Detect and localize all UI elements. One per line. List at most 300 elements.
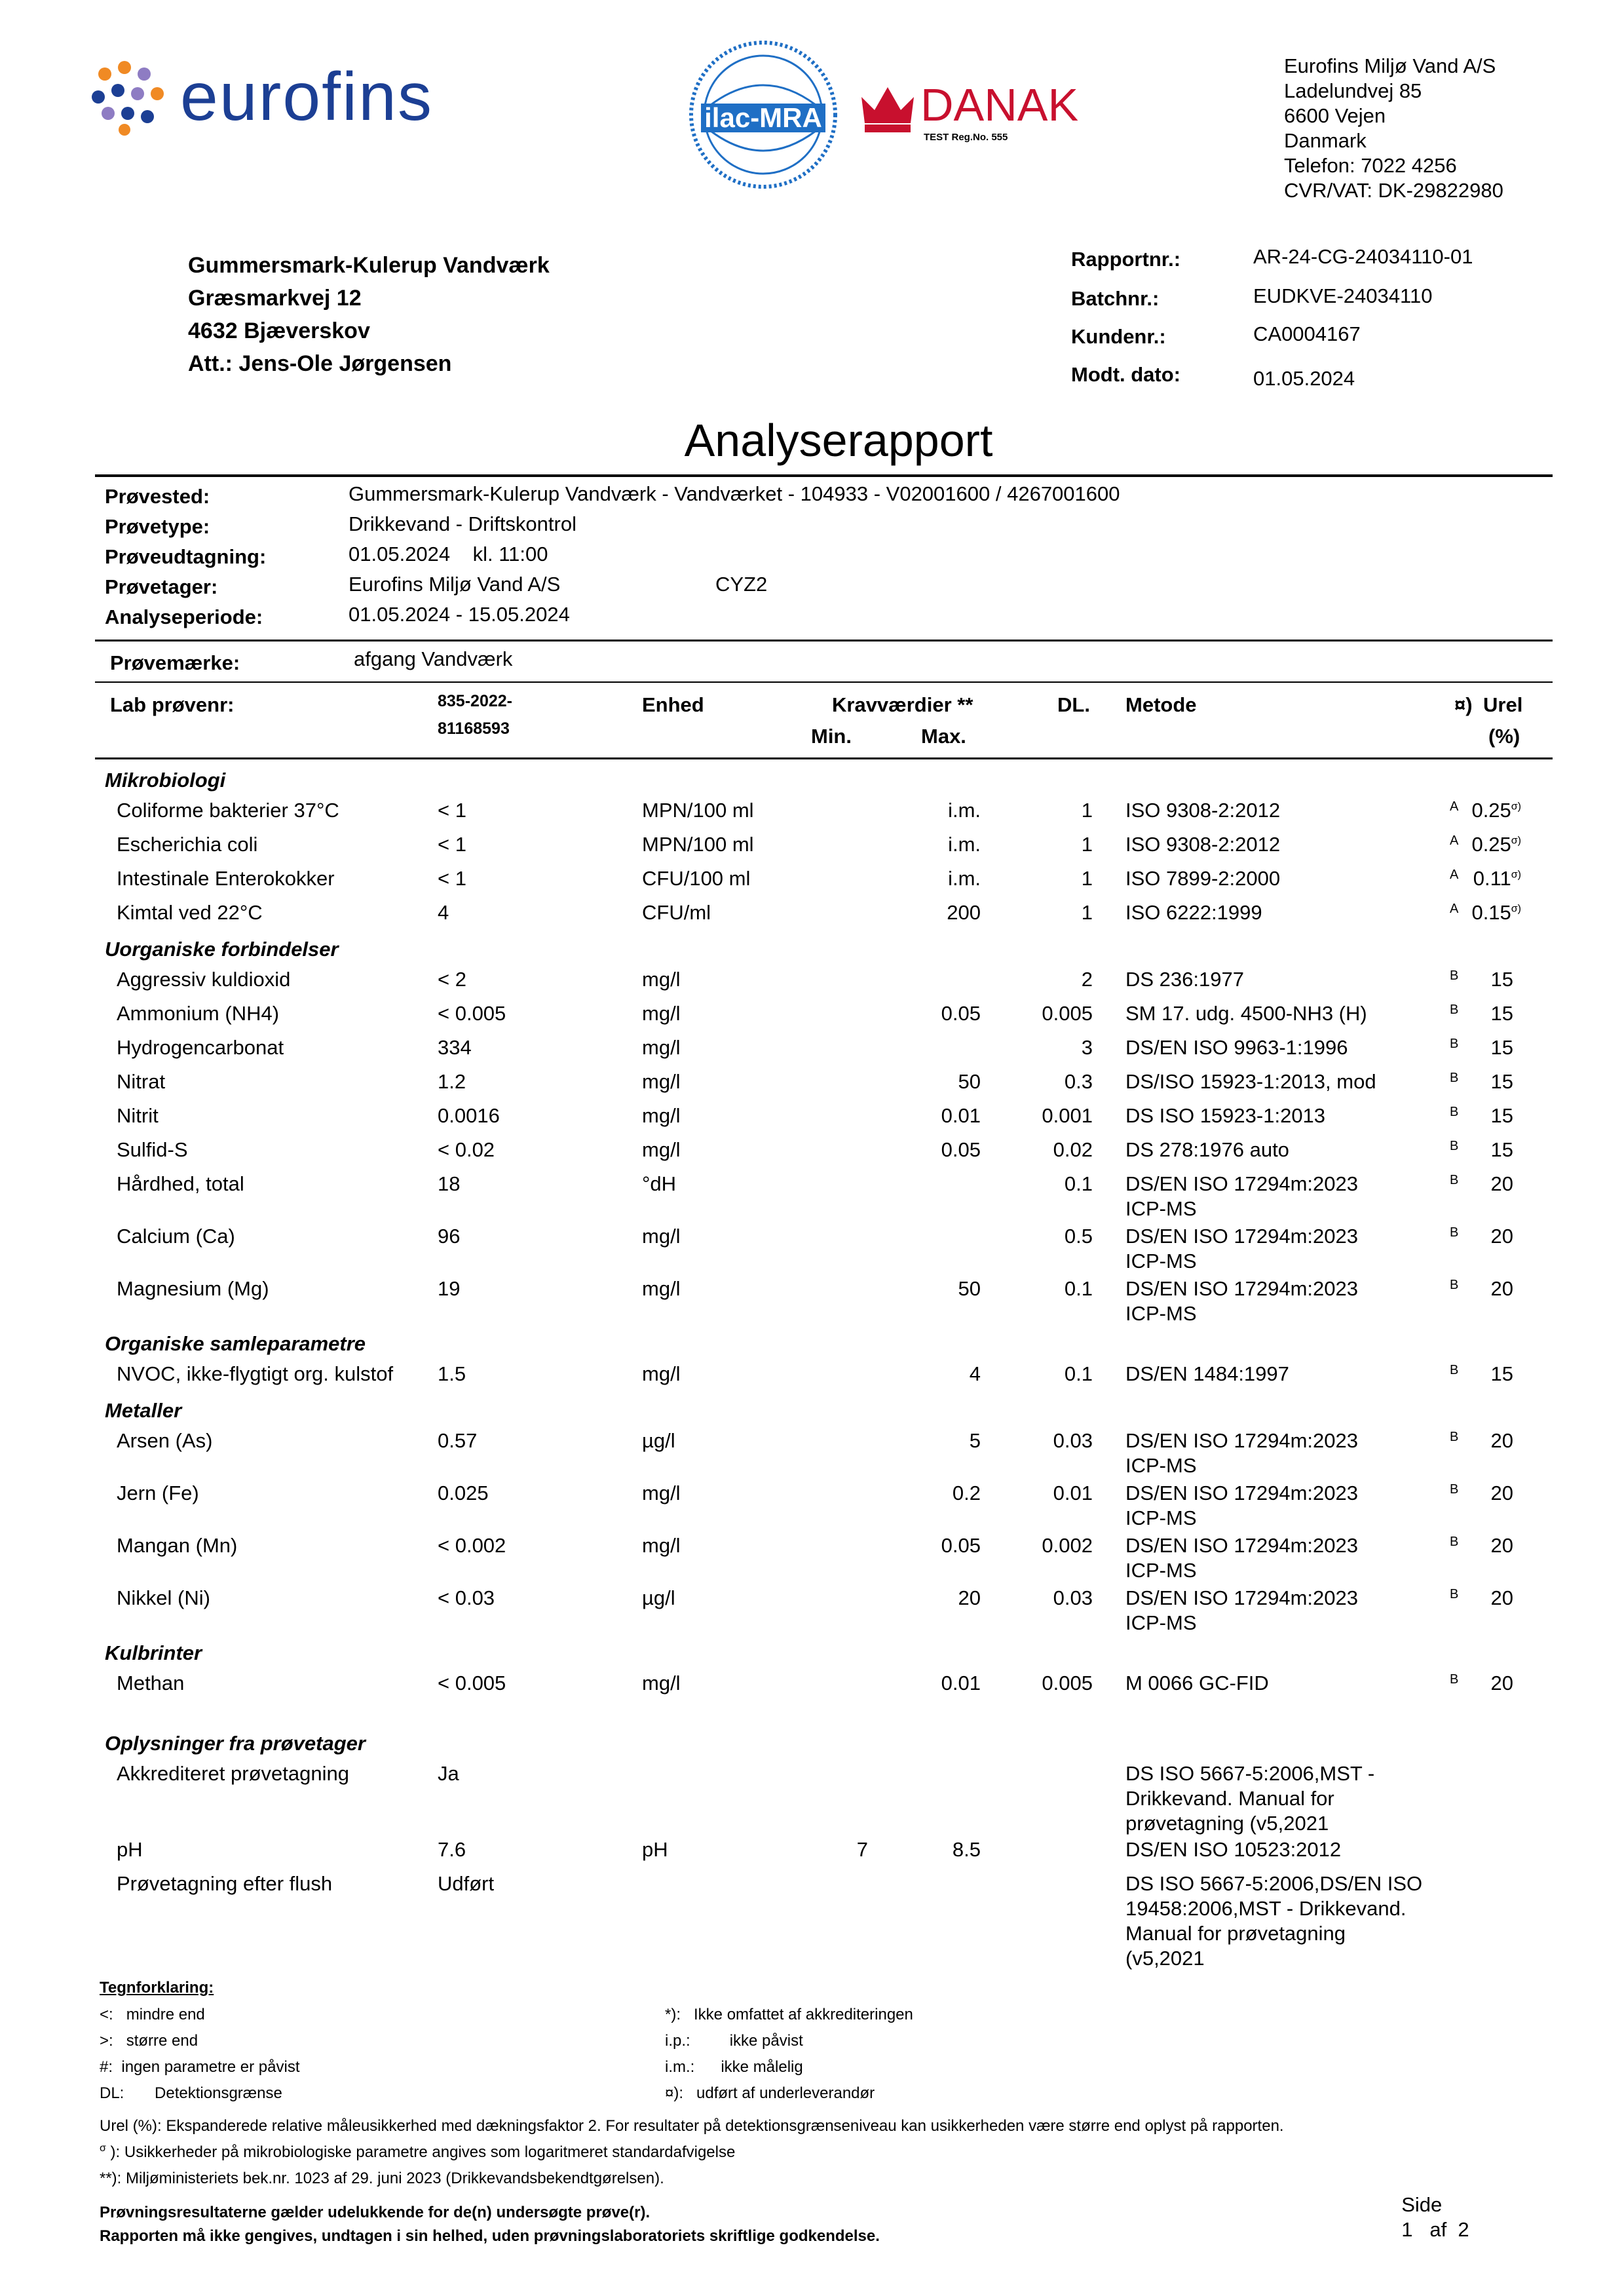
- rapport-label: Rapportnr.:: [1071, 248, 1181, 271]
- danak-reg: TEST Reg.No. 555: [924, 132, 1008, 143]
- method: DS ISO 5667-5:2006,DS/EN ISO 19458:2006,MST - Drikkevand. Manual for prøvetagning (v5,2021: [1125, 1872, 1423, 1970]
- urel: [1423, 1428, 1513, 1453]
- unit: pH: [642, 1838, 668, 1861]
- accreditation-flag: B: [1450, 1482, 1459, 1497]
- accreditation-flag: B: [1450, 1430, 1459, 1444]
- table-row: [0, 1172, 1624, 1219]
- urel: [1423, 832, 1521, 857]
- modt-value: 01.05.2024: [1253, 367, 1355, 390]
- legend-item: [100, 2057, 300, 2084]
- page-of-label: af: [1429, 2218, 1447, 2241]
- th-unit: Enhed: [642, 693, 704, 716]
- accreditation-flag: B: [1450, 1225, 1459, 1240]
- accreditation-flag: B: [1450, 1278, 1459, 1292]
- result-value: 0.0016: [438, 1104, 500, 1127]
- table-row: [0, 1103, 1624, 1127]
- urel: [1423, 1481, 1513, 1506]
- th-urel-unit: (%): [1488, 725, 1520, 748]
- danak-wordmark: DANAK: [920, 79, 1079, 130]
- unit: mg/l: [642, 1104, 681, 1127]
- unit: mg/l: [642, 1002, 681, 1025]
- kunde-label: Kundenr.:: [1071, 325, 1166, 348]
- accreditation-flag: B: [1450, 1672, 1459, 1687]
- max-limit: i.m.: [948, 799, 981, 822]
- ilac-label: ilac-MRA: [704, 102, 822, 133]
- method: DS 278:1976 auto: [1125, 1138, 1289, 1161]
- param-name: pH: [117, 1838, 143, 1861]
- eurofins-logo: [88, 58, 468, 136]
- footer-line-1: Prøvningsresultaterne gælder udelukkende for de(n) undersøgte prøve(r).: [100, 2204, 651, 2221]
- eurofins-wordmark: eurofins: [180, 59, 433, 135]
- legend-right: [665, 2005, 913, 2110]
- urel: [1423, 798, 1521, 823]
- urel: [1423, 1224, 1513, 1249]
- maerke-label: Prøvemærke:: [110, 651, 240, 674]
- result-value: 4: [438, 901, 449, 924]
- legend-text: ikke målelig: [721, 2058, 803, 2076]
- table-row: [0, 1276, 1624, 1324]
- table-row: [0, 1837, 1624, 1861]
- unit: mg/l: [642, 1672, 681, 1694]
- urel-sigma: σ): [1511, 869, 1521, 881]
- table-row: [0, 1069, 1624, 1093]
- accreditation-flag: B: [1450, 1363, 1459, 1377]
- th-dl: DL.: [1057, 693, 1090, 716]
- urel-value: 15: [1490, 1070, 1513, 1093]
- method: ISO 9308-2:2012: [1125, 799, 1281, 822]
- urel-value: 15: [1490, 968, 1513, 991]
- max-limit: 4: [969, 1362, 981, 1385]
- urel-value: 20: [1490, 1482, 1513, 1504]
- detection-limit: 0.03: [1053, 1429, 1093, 1452]
- param-name: Jern (Fe): [117, 1482, 199, 1504]
- legend-symbol: i.m.:: [665, 2058, 695, 2076]
- table-row: [0, 1224, 1624, 1271]
- urel: [1423, 1069, 1513, 1094]
- urel-value: 0.15: [1471, 901, 1511, 924]
- batch-label: Batchnr.:: [1071, 287, 1160, 310]
- detection-limit: 0.01: [1053, 1482, 1093, 1504]
- legend-symbol: <:: [100, 2006, 113, 2023]
- result-value: 0.025: [438, 1482, 489, 1504]
- urel: [1423, 1138, 1513, 1162]
- legend-text: udført af underleverandør: [696, 2084, 875, 2102]
- detection-limit: 0.001: [1042, 1104, 1093, 1127]
- lab-address: [1284, 54, 1598, 203]
- legend-text: ikke påvist: [729, 2032, 803, 2050]
- legend-item: [100, 2084, 300, 2110]
- sigma-note-text: ): Usikkerheder på mikrobiologiske parametre angives som logaritmeret standardafvigelse: [110, 2143, 736, 2161]
- result-value: Ja: [438, 1762, 459, 1785]
- max-limit: 0.01: [941, 1672, 981, 1694]
- unit: µg/l: [642, 1429, 675, 1452]
- lab-phone: Telefon: 7022 4256: [1284, 154, 1457, 177]
- table-row: [0, 1533, 1624, 1580]
- crown-icon: [858, 84, 917, 136]
- table-row: [0, 1871, 1624, 1970]
- accreditation-flag: B: [1450, 968, 1459, 983]
- result-value: Udført: [438, 1872, 495, 1895]
- param-name: Mangan (Mn): [117, 1534, 238, 1557]
- urel: [1423, 1001, 1513, 1026]
- legend-text: større end: [126, 2032, 198, 2050]
- urel: [1423, 1362, 1513, 1387]
- param-name: Magnesium (Mg): [117, 1277, 269, 1300]
- legend-text: ingen parametre er påvist: [121, 2058, 300, 2076]
- kunde-value: CA0004167: [1253, 322, 1361, 345]
- udtagning-value: 01.05.2024 kl. 11:00: [349, 543, 548, 565]
- section-title: Metaller: [105, 1399, 182, 1422]
- accreditation-flag: B: [1450, 1037, 1459, 1051]
- legend-item: [665, 2005, 913, 2031]
- max-limit: 0.05: [941, 1534, 981, 1557]
- accreditation-flag: B: [1450, 1105, 1459, 1119]
- provetype-value: Drikkevand - Driftskontrol: [349, 512, 576, 535]
- customer-street: Græsmarkvej 12: [188, 286, 362, 311]
- legend-text: mindre end: [126, 2006, 205, 2023]
- unit: CFU/100 ml: [642, 867, 751, 890]
- unit: mg/l: [642, 1070, 681, 1093]
- result-value: < 1: [438, 833, 466, 856]
- table-row: [0, 866, 1624, 890]
- param-name: Aggressiv kuldioxid: [117, 968, 291, 991]
- table-row: [0, 1138, 1624, 1161]
- customer-name: Gummersmark-Kulerup Vandværk: [188, 253, 550, 278]
- result-value: < 0.03: [438, 1586, 495, 1609]
- provested-value: Gummersmark-Kulerup Vandværk - Vandværket - 104933 - V02001600 / 4267001600: [349, 482, 1120, 505]
- page-current: 1: [1401, 2218, 1413, 2241]
- lab-street: Ladelundvej 85: [1284, 79, 1422, 102]
- detection-limit: 3: [1081, 1036, 1093, 1059]
- th-sub: ¤): [1454, 693, 1473, 716]
- result-value: < 0.002: [438, 1534, 506, 1557]
- method: DS/EN ISO 17294m:2023 ICP-MS: [1125, 1429, 1358, 1477]
- accreditation-flag: A: [1450, 833, 1459, 848]
- method: DS/EN ISO 17294m:2023 ICP-MS: [1125, 1172, 1358, 1220]
- param-name: Nikkel (Ni): [117, 1586, 210, 1609]
- eurofins-dots-icon: [88, 58, 167, 136]
- urel-value: 15: [1490, 1036, 1513, 1059]
- detection-limit: 0.005: [1042, 1672, 1093, 1694]
- result-value: < 0.02: [438, 1138, 495, 1161]
- method: DS/EN ISO 10523:2012: [1125, 1838, 1342, 1861]
- table-row: [0, 1761, 1624, 1835]
- customer-att: Att.: Jens-Ole Jørgensen: [188, 351, 452, 376]
- legend-item: [100, 2031, 300, 2057]
- detection-limit: 1: [1081, 901, 1093, 924]
- maerke-value: afgang Vandværk: [354, 647, 513, 670]
- provetype-label: Prøvetype:: [105, 515, 210, 538]
- th-sample-no-2: 81168593: [438, 719, 510, 738]
- legend-symbol: >:: [100, 2032, 113, 2050]
- accreditation-flag: B: [1450, 1003, 1459, 1017]
- urel-value: 15: [1490, 1138, 1513, 1161]
- table-row: [0, 1001, 1624, 1025]
- section-title: Kulbrinter: [105, 1641, 202, 1664]
- footer-line-2: Rapporten må ikke gengives, undtagen i sin helhed, uden prøvningslaboratoriets skriftlige godkendelse.: [100, 2227, 880, 2245]
- urel-note: Urel (%): Ekspanderede relative måleusikkerhed med dækningsfaktor 2. For resultater på detektionsgrænseniveau kan usikkerheden være større end oplyst på rapporten.: [100, 2117, 1284, 2135]
- urel-value: 20: [1490, 1277, 1513, 1300]
- urel: [1423, 1671, 1513, 1696]
- accreditation-flag: A: [1450, 902, 1459, 916]
- max-limit: 0.01: [941, 1104, 981, 1127]
- detection-limit: 2: [1081, 968, 1093, 991]
- legend: [98, 1979, 1572, 2267]
- method: DS/EN ISO 17294m:2023 ICP-MS: [1125, 1277, 1358, 1325]
- max-limit: i.m.: [948, 833, 981, 856]
- max-limit: 200: [947, 901, 981, 924]
- result-value: < 2: [438, 968, 466, 991]
- param-name: Nitrit: [117, 1104, 159, 1127]
- urel-value: 0.11: [1473, 867, 1511, 890]
- result-value: < 0.005: [438, 1672, 506, 1694]
- page-number: [1390, 2168, 1469, 2242]
- legend-item: [665, 2031, 913, 2057]
- param-name: Prøvetagning efter flush: [117, 1872, 333, 1895]
- unit: mg/l: [642, 1036, 681, 1059]
- legend-title: Tegnforklaring:: [100, 1979, 214, 1997]
- sigma-symbol: σ: [100, 2143, 106, 2154]
- max-limit: 5: [969, 1429, 981, 1452]
- max-limit: 0.05: [941, 1138, 981, 1161]
- param-name: Methan: [117, 1672, 185, 1694]
- detection-limit: 0.005: [1042, 1002, 1093, 1025]
- sample-rule: [95, 640, 1553, 641]
- detection-limit: 0.1: [1064, 1362, 1093, 1385]
- section-title: Oplysninger fra prøvetager: [105, 1732, 366, 1755]
- detection-limit: 0.02: [1053, 1138, 1093, 1161]
- urel-value: 20: [1490, 1429, 1513, 1452]
- urel: [1423, 1533, 1513, 1558]
- result-value: < 1: [438, 867, 466, 890]
- method: ISO 6222:1999: [1125, 901, 1262, 924]
- header-rule: [95, 757, 1553, 759]
- param-name: Nitrat: [117, 1070, 166, 1093]
- result-value: 19: [438, 1277, 461, 1300]
- accreditation-flag: B: [1450, 1139, 1459, 1153]
- section-title: Mikrobiologi: [105, 769, 226, 792]
- method: DS/EN ISO 9963-1:1996: [1125, 1036, 1348, 1059]
- unit: mg/l: [642, 1482, 681, 1504]
- method: DS/ISO 15923-1:2013, mod: [1125, 1070, 1376, 1093]
- legend-left: [100, 2005, 300, 2110]
- table-row: [0, 1481, 1624, 1528]
- param-name: Intestinale Enterokokker: [117, 867, 335, 890]
- urel: [1423, 1586, 1513, 1611]
- unit: °dH: [642, 1172, 677, 1195]
- legend-item: [100, 2005, 300, 2031]
- th-method: Metode: [1125, 693, 1197, 716]
- urel-value: 20: [1490, 1534, 1513, 1557]
- param-name: Calcium (Ca): [117, 1225, 235, 1248]
- th-krav: Kravværdier **: [832, 693, 973, 716]
- urel-sigma: σ): [1511, 801, 1521, 813]
- accreditation-flag: A: [1450, 799, 1459, 814]
- urel-value: 15: [1490, 1362, 1513, 1385]
- method: DS ISO 5667-5:2006,MST - Drikkevand. Manual for prøvetagning (v5,2021: [1125, 1762, 1375, 1835]
- param-name: NVOC, ikke-flygtigt org. kulstof: [117, 1362, 394, 1385]
- urel-value: 20: [1490, 1672, 1513, 1694]
- result-value: 1.2: [438, 1070, 466, 1093]
- accreditation-flag: B: [1450, 1071, 1459, 1085]
- detection-limit: 0.03: [1053, 1586, 1093, 1609]
- batch-value: EUDKVE-24034110: [1253, 284, 1433, 307]
- table-row: [0, 798, 1624, 822]
- lab-city: 6600 Vejen: [1284, 104, 1386, 127]
- accreditation-flag: B: [1450, 1587, 1459, 1601]
- th-max: Max.: [921, 725, 966, 748]
- table-row: [0, 1428, 1624, 1476]
- unit: mg/l: [642, 1362, 681, 1385]
- result-value: 334: [438, 1036, 472, 1059]
- ilac-mra-logo: [688, 39, 839, 190]
- page-total: 2: [1458, 2218, 1469, 2241]
- th-sample-no-1: 835-2022-: [438, 692, 512, 710]
- urel-value: 15: [1490, 1002, 1513, 1025]
- lab-name: Eurofins Miljø Vand A/S: [1284, 54, 1496, 77]
- modt-label: Modt. dato:: [1071, 363, 1181, 386]
- section-title: Organiske samleparametre: [105, 1332, 366, 1355]
- section-title: Uorganiske forbindelser: [105, 938, 339, 961]
- table-row: [0, 967, 1624, 991]
- table-row: [0, 1035, 1624, 1059]
- param-name: Escherichia coli: [117, 833, 258, 856]
- detection-limit: 0.3: [1064, 1070, 1093, 1093]
- param-name: Sulfid-S: [117, 1138, 188, 1161]
- max-limit: 20: [958, 1586, 981, 1609]
- urel-value: 0.25: [1471, 833, 1511, 856]
- param-name: Kimtal ved 22°C: [117, 901, 263, 924]
- method: DS/EN ISO 17294m:2023 ICP-MS: [1125, 1586, 1358, 1634]
- param-name: Hårdhed, total: [117, 1172, 244, 1195]
- result-value: 1.5: [438, 1362, 466, 1385]
- method: DS 236:1977: [1125, 968, 1244, 991]
- urel: [1423, 900, 1521, 925]
- urel: [1423, 1276, 1513, 1301]
- urel-sigma: σ): [1511, 903, 1521, 915]
- legend-text: Ikke omfattet af akkrediteringen: [694, 2006, 913, 2023]
- table-header: [0, 688, 1624, 760]
- param-name: Hydrogencarbonat: [117, 1036, 284, 1059]
- detection-limit: 0.1: [1064, 1277, 1093, 1300]
- provetager-value: Eurofins Miljø Vand A/S: [349, 573, 561, 596]
- legend-symbol: *):: [665, 2006, 681, 2023]
- table-row: [0, 1671, 1624, 1694]
- table-row: [0, 1362, 1624, 1385]
- urel-value: 0.25: [1471, 799, 1511, 822]
- max-limit: 50: [958, 1070, 981, 1093]
- detection-limit: 0.1: [1064, 1172, 1093, 1195]
- th-urel: Urel: [1483, 693, 1523, 716]
- param-name: Ammonium (NH4): [117, 1002, 280, 1025]
- rapport-value: AR-24-CG-24034110-01: [1253, 245, 1473, 268]
- legend-symbol: #:: [100, 2058, 113, 2076]
- title-rule: [95, 474, 1553, 477]
- provested-label: Prøvested:: [105, 485, 210, 508]
- method: DS ISO 15923-1:2013: [1125, 1104, 1326, 1127]
- method: DS/EN 1484:1997: [1125, 1362, 1289, 1385]
- table-row: [0, 832, 1624, 856]
- urel-value: 20: [1490, 1172, 1513, 1195]
- lab-country: Danmark: [1284, 129, 1367, 152]
- param-name: Arsen (As): [117, 1429, 213, 1452]
- unit: CFU/ml: [642, 901, 711, 924]
- maerke-rule: [95, 681, 1553, 683]
- urel: [1423, 1035, 1513, 1060]
- unit: µg/l: [642, 1586, 675, 1609]
- unit: mg/l: [642, 1534, 681, 1557]
- unit: MPN/100 ml: [642, 799, 754, 822]
- periode-label: Analyseperiode:: [105, 605, 263, 628]
- result-value: < 0.005: [438, 1002, 506, 1025]
- method: ISO 7899-2:2000: [1125, 867, 1281, 890]
- method: ISO 9308-2:2012: [1125, 833, 1281, 856]
- legend-symbol: i.p.:: [665, 2032, 690, 2050]
- urel-value: 15: [1490, 1104, 1513, 1127]
- unit: mg/l: [642, 1225, 681, 1248]
- method: DS/EN ISO 17294m:2023 ICP-MS: [1125, 1225, 1358, 1272]
- page-side-label: Side: [1401, 2193, 1443, 2216]
- lab-cvr: CVR/VAT: DK-29822980: [1284, 179, 1503, 202]
- max-limit: i.m.: [948, 867, 981, 890]
- unit: MPN/100 ml: [642, 833, 754, 856]
- urel-value: 20: [1490, 1225, 1513, 1248]
- unit: mg/l: [642, 1277, 681, 1300]
- detection-limit: 0.5: [1064, 1225, 1093, 1248]
- legend-text: Detektionsgrænse: [155, 2084, 282, 2102]
- report-title: Analyserapport: [684, 415, 993, 466]
- urel-value: 20: [1490, 1586, 1513, 1609]
- accreditation-flag: B: [1450, 1535, 1459, 1549]
- sigma-note: [100, 2143, 735, 2162]
- provetager-label: Prøvetager:: [105, 575, 218, 598]
- method: SM 17. udg. 4500-NH3 (H): [1125, 1002, 1367, 1025]
- detection-limit: 1: [1081, 867, 1093, 890]
- legend-symbol: ¤):: [665, 2084, 684, 2102]
- periode-value: 01.05.2024 - 15.05.2024: [349, 603, 570, 626]
- legend-symbol: DL:: [100, 2084, 124, 2102]
- legend-item: [665, 2057, 913, 2084]
- unit: mg/l: [642, 1138, 681, 1161]
- urel-sigma: σ): [1511, 835, 1521, 847]
- max-limit: 0.05: [941, 1002, 981, 1025]
- detection-limit: 1: [1081, 833, 1093, 856]
- detection-limit: 0.002: [1042, 1534, 1093, 1557]
- urel: [1423, 866, 1521, 891]
- customer-address: [188, 249, 550, 380]
- param-name: Coliforme bakterier 37°C: [117, 799, 339, 822]
- th-lab: Lab prøvenr:: [110, 693, 235, 716]
- krav-note: **): Miljøministeriets bek.nr. 1023 af 29. juni 2023 (Drikkevandsbekendtgørelsen).: [100, 2170, 664, 2187]
- urel: [1423, 1103, 1513, 1128]
- result-value: 96: [438, 1225, 461, 1248]
- max-limit: 0.2: [952, 1482, 981, 1504]
- result-value: 0.57: [438, 1429, 478, 1452]
- accreditation-flag: A: [1450, 868, 1459, 882]
- accreditation-flag: B: [1450, 1173, 1459, 1187]
- danak-logo: [858, 79, 1094, 151]
- max-limit: 8.5: [952, 1838, 981, 1861]
- result-value: 18: [438, 1172, 461, 1195]
- method: DS/EN ISO 17294m:2023 ICP-MS: [1125, 1482, 1358, 1529]
- udtagning-label: Prøveudtagning:: [105, 545, 267, 568]
- th-min: Min.: [811, 725, 852, 748]
- urel: [1423, 1172, 1513, 1196]
- method: M 0066 GC-FID: [1125, 1672, 1269, 1694]
- customer-city: 4632 Bjæverskov: [188, 318, 370, 343]
- legend-item: [665, 2084, 913, 2110]
- min-limit: 7: [856, 1838, 868, 1861]
